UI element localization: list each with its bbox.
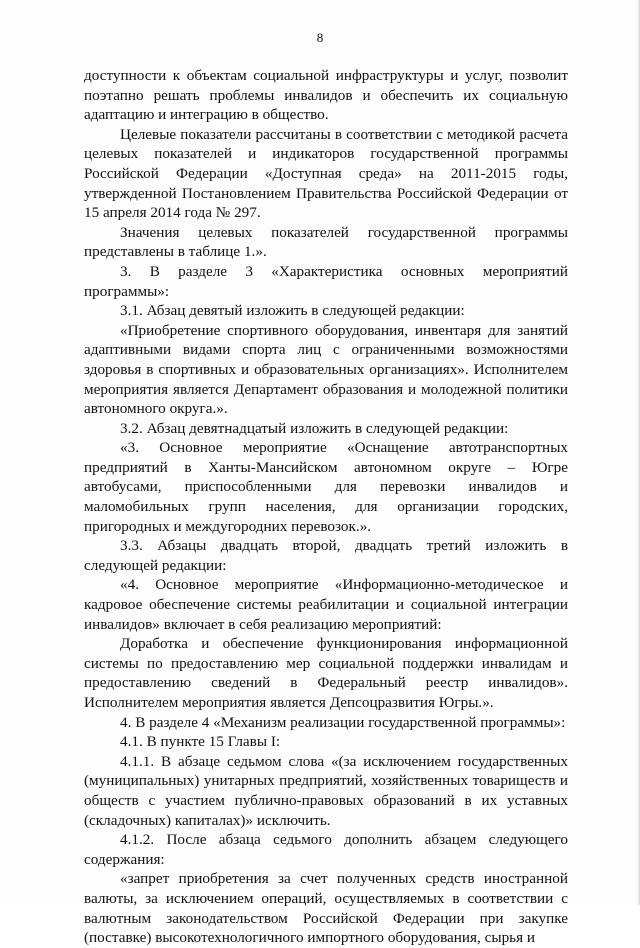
paragraph-4-1: 4.1. В пункте 15 Главы I: (120, 733, 281, 751)
paragraph-accessibility-continuation: доступности к объектам социальной инфраструктуры и услуг, позволит поэтапно решать проблемы инвалидов и обеспечить их социальную адаптацию и интеграцию в общество. (84, 67, 568, 124)
paragraph-sports-equipment: «Приобретение спортивного оборудования, инвентаря для занятий адаптивными видами спорта лиц с ограниченными возможностями здоровья в спортивных и образовательных организациях». Исполнителем мероприятия является Департамент образования и молодежной политики автономного округа.». (84, 321, 568, 418)
paragraph-info-methodical: «4. Основное мероприятие «Информационно-методическое и кадровое обеспечение системы реабилитации и социальной интеграции инвалидов» включает в себя реализацию мероприятий: (84, 576, 568, 633)
paragraph-currency-prohibition: «запрет приобретения за счет полученных средств иностранной валюты, за исключением операций, осуществляемых в соответствии с валютным законодательством Российской Федерации при закупке (поставке) высокотехнологичного импортного оборудования, сырья и (84, 870, 568, 947)
paragraph-section-3-heading: 3. В разделе 3 «Характеристика основных мероприятий программы»: (84, 262, 568, 300)
document-body (84, 66, 568, 948)
paragraph-target-values-table: Значения целевых показателей государственной программы представлены в таблице 1.». (84, 223, 568, 261)
paragraph-4-1-1: 4.1.1. В абзаце седьмом слова «(за исключением государственных (муниципальных) унитарных предприятий, хозяйственных товариществ и обществ с участием публично-правовых образований в их уставных (складочных) капиталах)» исключить. (84, 752, 568, 829)
paragraph-section-4-heading: 4. В разделе 4 «Механизм реализации государственной программы»: (120, 713, 566, 731)
paragraph-info-system: Доработка и обеспечение функционирования информационной системы по предоставлению мер социальной поддержки инвалидам и предоставлению сведений в Федеральный реестр инвалидов». Исполнителем мероприятия является Депсоцразвития Югры.». (84, 635, 568, 711)
page-number: 8 (316, 30, 324, 45)
paragraph-3-3: 3.3. Абзацы двадцать второй, двадцать третий изложить в следующей редакции: (84, 537, 568, 574)
paragraph-4-1-2: 4.1.2. После абзаца седьмого дополнить абзацем следующего содержания: (84, 831, 568, 868)
paragraph-transport-buses: «3. Основное мероприятие «Оснащение автотранспортных предприятий в Ханты-Мансийском автономном округе – Югре автобусами, приспособленными для перевозки инвалидов и маломобильных групп населения, для организации городских, пригородных и междугородних перевозок.». (84, 439, 568, 535)
paragraph-target-indicators-method: Целевые показатели рассчитаны в соответствии с методикой расчета целевых показателей и индикаторов государственной программы Российской Федерации «Доступная среда» на 2011-2015 годы, утвержденной Постановлением Правительства Российской Федерации от 15 апреля 2014 года № 297. (84, 125, 568, 222)
paragraph-3-1: 3.1. Абзац девятый изложить в следующей редакции: (120, 302, 465, 320)
paragraph-3-2: 3.2. Абзац девятнадцатый изложить в следующей редакции: (120, 419, 509, 437)
